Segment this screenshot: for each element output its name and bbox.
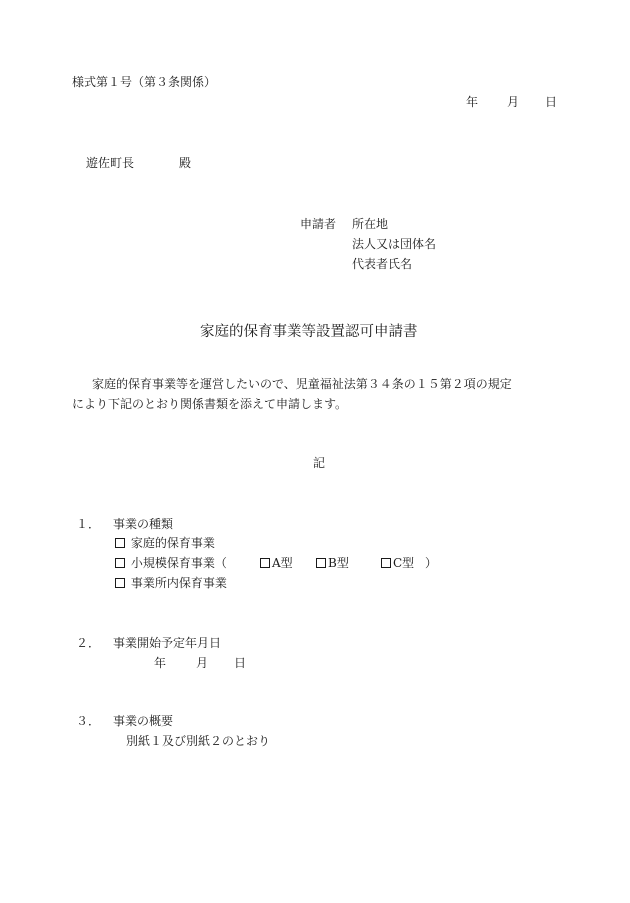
option-workplace-label: 事業所内保育事業	[130, 576, 227, 590]
start-year-label: 年	[154, 656, 167, 670]
section-1-title: 事業の種類	[113, 517, 174, 531]
section-2-number: ２．	[76, 636, 101, 650]
option-row-3	[115, 575, 227, 591]
type-c-option	[381, 555, 414, 571]
checkbox-workplace[interactable]	[115, 578, 125, 588]
addressee-honorific: 殿	[179, 156, 192, 170]
type-c-label: C型	[393, 556, 415, 570]
ki-heading: 記	[313, 456, 326, 470]
section-3-detail: 別紙１及び別紙２のとおり	[126, 734, 271, 748]
start-day-label: 日	[234, 656, 247, 670]
checkbox-type-a[interactable]	[260, 558, 270, 568]
applicant-corp-name: 法人又は団体名	[352, 237, 437, 251]
checkbox-small-scale[interactable]	[115, 558, 125, 568]
type-a-option	[260, 555, 293, 571]
date-year-label: 年	[466, 95, 479, 109]
start-month-label: 月	[196, 656, 209, 670]
applicant-address: 所在地	[352, 217, 389, 231]
option-row-2	[115, 555, 227, 571]
form-number: 様式第１号（第３条関係）	[72, 75, 217, 89]
option-home-care-label: 家庭的保育事業	[130, 536, 215, 550]
applicant-representative: 代表者氏名	[352, 257, 413, 271]
type-b-label: B型	[328, 556, 349, 570]
type-a-label: A型	[272, 556, 293, 570]
body-line-1: 家庭的保育事業等を運営したいので、児童福祉法第３４条の１５第２項の規定	[92, 377, 512, 391]
section-2-title: 事業開始予定年月日	[113, 636, 222, 650]
date-month-label: 月	[507, 95, 520, 109]
option-row-1	[115, 535, 215, 551]
applicant-label: 申請者	[300, 217, 337, 231]
option-small-scale-label: 小規模保育事業（	[130, 556, 227, 570]
type-b-option	[316, 555, 349, 571]
date-day-label: 日	[545, 95, 558, 109]
checkbox-home-care[interactable]	[115, 538, 125, 548]
checkbox-type-b[interactable]	[316, 558, 326, 568]
option-small-scale-close: ）	[425, 556, 438, 570]
addressee-name: 遊佐町長	[86, 156, 135, 170]
body-line-2: により下記のとおり関係書類を添えて申請します。	[72, 397, 348, 411]
document-title: 家庭的保育事業等設置認可申請書	[200, 324, 418, 340]
section-1-number: １．	[76, 517, 101, 531]
section-3-title: 事業の概要	[113, 714, 174, 728]
checkbox-type-c[interactable]	[381, 558, 391, 568]
section-3-number: ３．	[76, 714, 101, 728]
